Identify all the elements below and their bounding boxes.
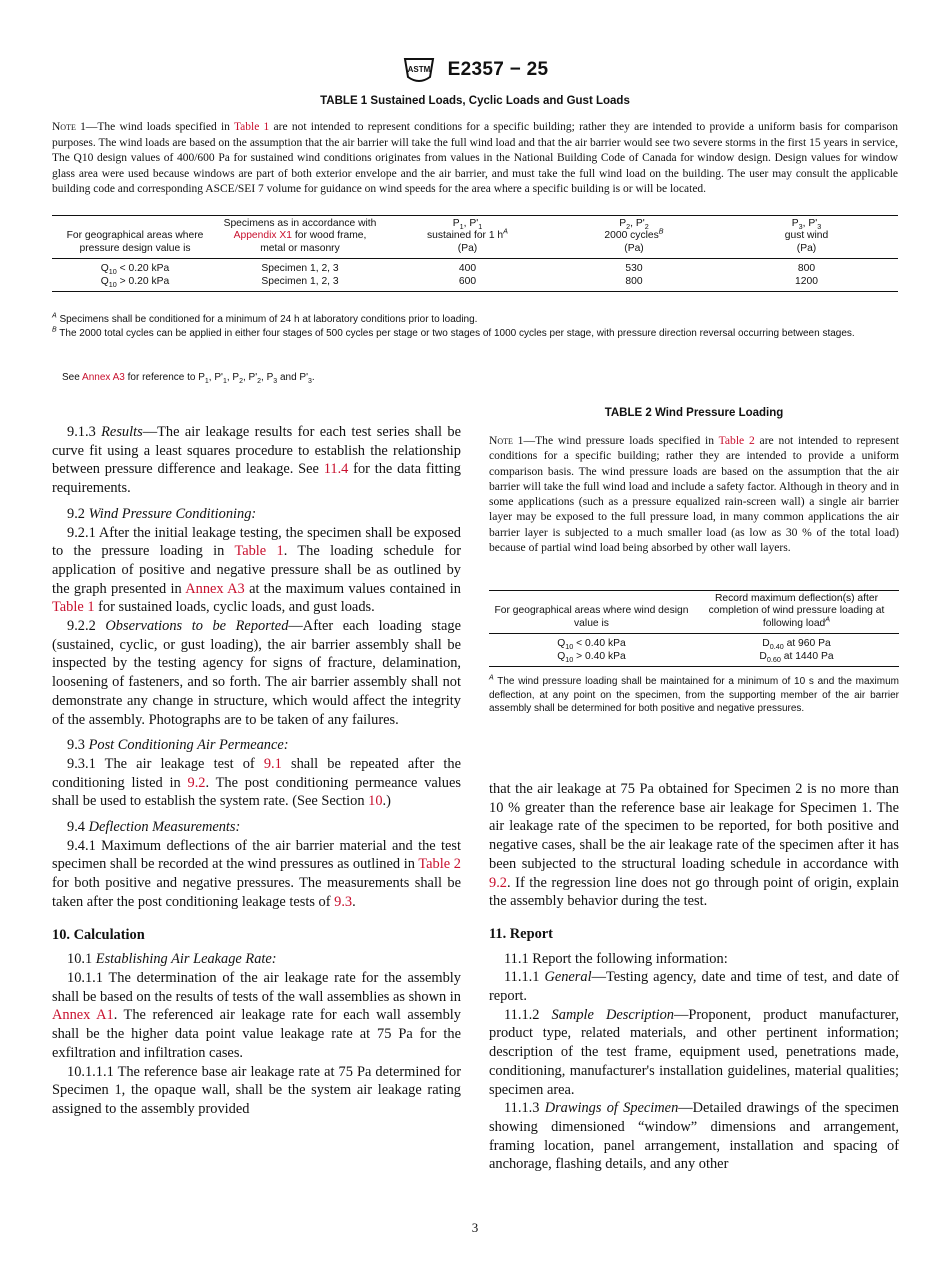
table-row [52,275,898,291]
page-number: 3 [471,1220,479,1235]
table1-col-header-p3: $P_3$, $P'_3$ gust wind (Pa) [715,216,898,259]
table2-note [489,433,899,555]
astm-logo-icon [402,55,436,85]
right-column [489,780,899,1174]
para-11-1-2: 11.1.2 Sample Description—Proponent, product manufacturer, product type, related materials, and other pertinent information; description of the test frame, equipment used, penetrations made, conditioning, manufacturer's installation guidelines, material qualities; specimen area. [489,1006,899,1098]
table2-note-label: Note 1 [489,434,524,447]
section-11-4-link[interactable]: 11.4 [323,461,349,478]
table2-col-header-area: For geographical areas where wind design value is [489,591,694,634]
table-cell: 600 [458,276,477,288]
table2 [489,590,899,667]
standard-designation: E2357 − 25 [447,59,549,80]
table2-col-header-deflection: Record maximum deflection(s) after completion of wind pressure loading at following load$^A$ [694,591,899,634]
section-10-heading: 10. Calculation [52,926,145,943]
table-cell: Specimen 1, 2, 3 [261,276,339,288]
table2-note-text-2: are not intended to represent conditions for a specific building; rather they are intended to provide a uniform comparison basis. The wind pressure loads are based on the assumption that the air barrier will take the full wind load and include a safety factor. Although in theory and in some applications (such as a pressure equalized rain-screen wall) a single air barrier layer may be exposed to the full pressure load, in many common applications the air barrier layer is subjected to a much smaller load (as low as 30 % of the total load) because of partial wind load being absorbed by other wall layers. [489,434,899,555]
table1-col-header-p1: $P_1$, $P'_1$ sustained for 1 $h^A$ (Pa) [382,216,553,259]
para-10-1-1-1: 10.1.1.1 The reference base air leakage rate at 75 Pa determined for Specimen 1, the opaque wall, shall be the system air leakage rating assigned to the assembly provided [52,1063,461,1117]
table-row [489,650,899,666]
table1-col-header-specimens: Specimens as in accordance with Appendix X1 for wood frame, metal or masonry [218,216,382,259]
table1-note-link[interactable]: Table 1 [233,121,270,133]
appendix-x1-link[interactable]: Appendix X1 [233,230,292,242]
table1-col-header-p2: $P_2$, $P'_2$ 2000 cycles$^B$ (Pa) [553,216,715,259]
table2-footnote-a: $^A$ The wind pressure loading shall be maintained for a minimum of 10 s and the maximum deflection, at any point on the specimen, from the supporting member of the air barrier assembly shall be determined for both positive and negative pressures. [489,674,899,715]
table-cell: 800 [625,276,643,288]
table1-footnote-b: $^B$ The 2000 total cycles can be applied in either four stages of 500 cycles per stage or two stages of 1000 cycles per stage, with pressure direction reversal occurring between stages. [52,326,855,339]
section-11-heading: 11. Report [489,925,553,942]
para-11-1-3: 11.1.3 Drawings of Specimen—Detailed drawings of the specimen showing dimensioned “window” dimensions and arrangement, framing location, panel arrangement, installation and spacing of anchorage, flashing details, and any other [489,1100,899,1173]
table-cell: $Q_{10} > 0.40$ kPa [557,651,626,665]
table-cell: 530 [625,263,643,275]
para-11-1-1: 11.1.1 General—Testing agency, date and time of test, and date of report. [489,969,900,1005]
table1-ref-link[interactable]: Table 1 [234,543,284,560]
para-10-1: 10.1 Establishing Air Leakage Rate: [67,951,277,968]
table2-title: TABLE 2 Wind Pressure Loading [604,407,784,419]
table-cell: 1200 [795,276,818,288]
section-9-2-link[interactable]: 9.2 [187,774,206,791]
table2-note-link[interactable]: Table 2 [718,434,755,447]
para-9-2-1: 9.2.1 After the initial leakage testing, the specimen shall be exposed to the pressure loading in Table 1. The loading schedule for application of positive and negative pressure shall be as outlined by the graph presented in Annex A3 at the maximum values contained in Table 1 for sustained loads, cyclic loads, and gust loads. [52,524,462,616]
table-row [489,634,899,651]
table-cell: $Q_{10} < 0.40$ kPa [557,638,626,652]
para-10-1-1-1-continued: that the air leakage at 75 Pa obtained for Specimen 2 is no more than 10 % greater than the reference base air leakage for Specimen 1. The air leakage rate of the specimen to be reported, for both positive and negative cases, shall be the air leakage rate of the specimen after it has been subjected to the structural loading schedule in accordance with 9.2. If the regression line does not go through point of origin, explain the assembly behavior during the test. [489,781,899,910]
annex-a3-ref-link[interactable]: Annex A3 [185,580,245,597]
table-cell: 800 [797,263,816,275]
table-cell: $Q_{10} > 0.20$ kPa [100,276,170,290]
section-10-link[interactable]: 10 [368,793,383,810]
section-9-2-ref-link[interactable]: 9.2 [489,874,507,891]
table2-ref-link[interactable]: Table 2 [418,856,461,873]
table1-col-header-area: For geographical areas where pressure design value is [52,216,218,259]
table-cell: $D_{0.40}$ at 960 Pa [762,638,831,652]
table-cell: $D_{0.60}$ at 1440 Pa [759,651,834,665]
para-10-1-1: 10.1.1 The determination of the air leakage rate for the assembly shall be based on the results of tests of the wall assemblies as shown in Annex A1. The referenced air leakage rate for each wall assembly shall be the higher data point value leakage rate at 75 Pa for the exfiltration and infiltration cases. [52,969,461,1061]
table-row [52,259,898,276]
para-9-2: 9.2 Wind Pressure Conditioning: [67,505,257,522]
section-9-1-link[interactable]: 9.1 [263,755,282,772]
para-9-3: 9.3 Post Conditioning Air Permeance: [67,737,289,754]
annex-a1-link[interactable]: Annex A1 [52,1007,114,1024]
left-column [52,423,461,1119]
table1 [52,215,898,292]
para-9-3-1: 9.3.1 The air leakage test of 9.1 shall be repeated after the conditioning listed in 9.2. The post conditioning permeance values shall be used to establish the system rate. (See Section 10.) [52,755,461,810]
para-9-1-3: 9.1.3 Results—The air leakage results for each test series shall be curve fit using a least squares procedure to establish the relationship between pressure difference and leakage. See 11.4 for the data fitting requirements. [52,424,461,497]
table1-note [52,120,898,198]
para-9-2-2: 9.2.2 Observations to be Reported—After each loading stage (sustained, cyclic, or gust loading), the air barrier assembly shall be inspected by the testing agency for signs of fracture, delamination, loosening of fasteners, and so forth. The air barrier assembly shall not demonstrate any change in structure, which would affect the integrity of the assembly. Photographs are to be taken of any failures. [52,618,461,728]
table-cell: 400 [458,263,477,275]
table1-note-label: Note 1 [52,121,86,133]
para-11-1: 11.1 Report the following information: [504,950,728,967]
table1-title: TABLE 1 Sustained Loads, Cyclic Loads and Gust Loads [320,95,630,107]
table-cell: $Q_{10} < 0.20$ kPa [100,263,170,277]
table1-ref-link-2[interactable]: Table 1 [52,599,95,616]
astm-logo-text: ASTM [407,65,430,74]
table-cell: Specimen 1, 2, 3 [261,263,339,275]
page-header [0,55,950,85]
table1-see-annex: See Annex A3 for reference to $P_1$, $P'_1$, $P_2$, $P'_2$, $P_3$ and $P'_3$. [62,372,315,385]
para-9-4-1: 9.4.1 Maximum deflections of the air barrier material and the test specimen shall be recorded at the wind pressures as outlined in Table 2 for both positive and negative pressures. The measurements shall be taken after the post conditioning leakage tests of 9.3. [52,837,461,910]
table1-note-text: —The wind loads specified in [85,121,234,133]
section-9-3-link[interactable]: 9.3 [334,893,353,910]
para-9-4: 9.4 Deflection Measurements: [67,819,241,836]
table1-note-text-2: are not intended to represent conditions for a specific building; rather they are intended to provide a uniform basis for comparison purposes. The wind loads are based on the assumption that the air barrier will take the full wind load and that the air barrier would see two severe storms in the first 15 years in service, The Q10 design values of 400/600 Pa for sustained wind conditions originates from values in the National Building Code of Canada for window design. Design values for window glass area were used because windows are part of both exterior envelope and the air barrier, and must take the full wind load on the building. The user may consult the applicable building code and corresponding ASCE/SEI 7 volume for guidance on wind speeds for the area where a specific building is or will be located. [52,121,898,196]
table2-note-text: —The wind pressure loads specified in [523,434,719,447]
table1-footnote-a: $^A$ Specimens shall be conditioned for a minimum of 24 h at laboratory conditions prior to loading. [52,312,478,325]
annex-a3-link[interactable]: Annex A3 [82,372,125,383]
